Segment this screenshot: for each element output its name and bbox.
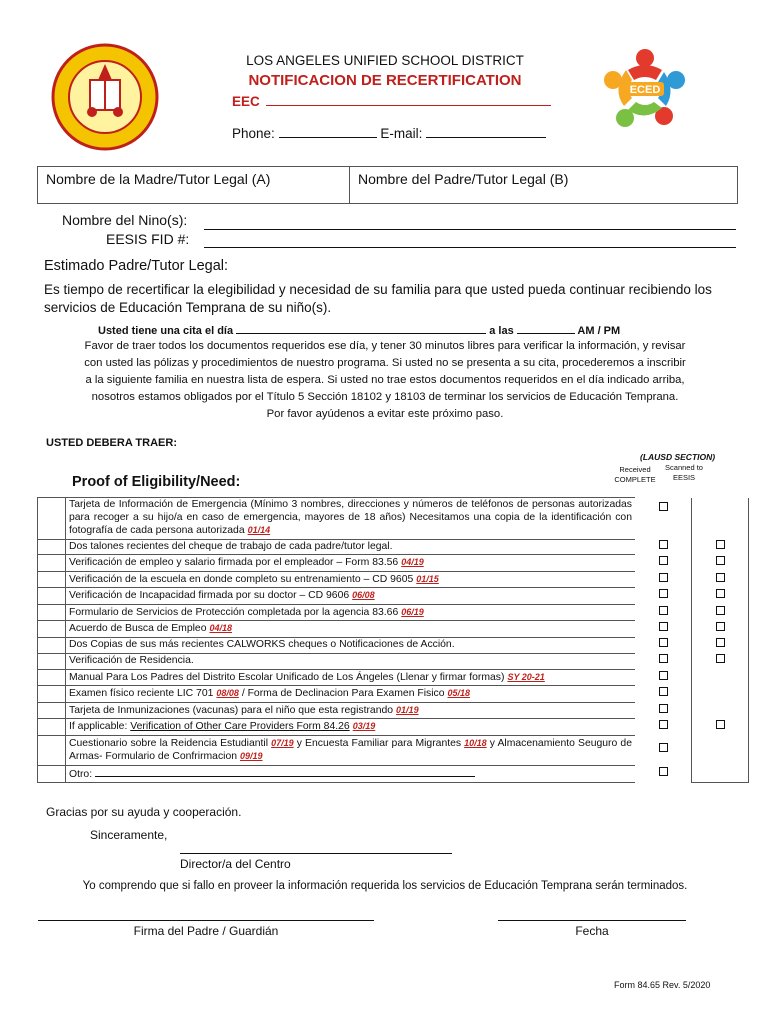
understand-text: Yo comprendo que si fallo en proveer la información requerida los servicios de Educación Temprana serán terminados.	[82, 880, 688, 892]
table-row	[38, 765, 749, 783]
received-column-header: Received COMPLETE	[614, 465, 656, 484]
item-date: 07/19	[271, 737, 294, 748]
director-signature-line[interactable]	[180, 853, 452, 854]
received-checkbox[interactable]	[659, 556, 668, 565]
scanned-checkbox[interactable]	[716, 654, 725, 663]
scanned-checkbox[interactable]	[716, 638, 725, 647]
parent-signature-label: Firma del Padre / Guardián	[133, 924, 279, 938]
page-title: NOTIFICACION DE RECERTIFICATION	[248, 72, 522, 89]
parent-names-box	[37, 166, 738, 204]
table-row	[38, 719, 749, 736]
mother-label: Nombre de la Madre/Tutor Legal (A)	[46, 171, 271, 187]
other-input[interactable]	[95, 767, 475, 777]
scanned-checkbox[interactable]	[716, 540, 725, 549]
table-row	[38, 637, 749, 653]
item-date-2: 10/18	[464, 737, 487, 748]
appointment-time-input[interactable]	[517, 323, 575, 334]
proof-title: Proof of Eligibility/Need:	[72, 474, 241, 490]
item-date: 06/19	[401, 606, 424, 617]
instructions-paragraph	[30, 338, 740, 423]
item-checkbox[interactable]	[38, 555, 66, 572]
item-checkbox[interactable]	[38, 653, 66, 669]
item-date-2: 05/18	[447, 688, 471, 698]
scanned-column-header: Scanned to EESIS	[665, 463, 703, 482]
lausd-section-label: (LAUSD SECTION)	[640, 452, 716, 462]
instructions-line: con usted las pólizas y procedimientos de nuestro programa. Si usted no se presenta a su cita, procederemos a inscribir	[84, 357, 686, 369]
email-label: E-mail:	[380, 126, 423, 141]
appointment-prefix: Usted tiene una cita el día	[98, 325, 234, 337]
item-date: 04/18	[209, 623, 233, 633]
item-text-3: y Almacenamiento Seuguro de Armas- Formulario de Confrirmacion	[69, 737, 632, 762]
item-text: Dos Copias de sus más recientes CALWORKS cheques o Notificaciones de Acción.	[69, 638, 455, 650]
item-text: Verificación de Residencia.	[69, 654, 194, 666]
table-row	[38, 669, 749, 686]
scanned-checkbox[interactable]	[716, 589, 725, 598]
phone-input[interactable]	[279, 125, 377, 138]
thanks-text: Gracias por su ayuda y cooperación.	[46, 805, 242, 819]
eesis-label: EESIS FID #:	[106, 231, 190, 247]
appointment-date-input[interactable]	[236, 323, 486, 334]
received-checkbox[interactable]	[659, 704, 668, 713]
item-checkbox[interactable]	[38, 735, 66, 765]
item-checkbox[interactable]	[38, 498, 66, 540]
table-row	[38, 555, 749, 572]
director-label: Director/a del Centro	[180, 857, 291, 871]
phone-label: Phone:	[232, 126, 275, 141]
received-checkbox[interactable]	[659, 589, 668, 598]
item-text: Verificación de empleo y salario firmada por el empleador – Form 83.56	[69, 557, 399, 568]
item-link[interactable]: Verification of Other Care Providers Form 84.26	[130, 721, 350, 732]
table-row	[38, 588, 749, 605]
eec-label: EEC	[232, 94, 260, 109]
received-checkbox[interactable]	[659, 720, 668, 729]
received-checkbox[interactable]	[659, 638, 668, 647]
item-text: Verificación de la escuela en donde completo su entrenamiento – CD 9605	[69, 573, 414, 585]
received-checkbox[interactable]	[659, 606, 668, 615]
item-checkbox[interactable]	[38, 571, 66, 588]
item-checkbox[interactable]	[38, 604, 66, 621]
instructions-line: nosotros estamos obligados por el Título 5 Sección 18102 y 18103 de terminar los servicios de Educación Temprana.	[91, 391, 679, 403]
received-checkbox[interactable]	[659, 671, 668, 680]
item-text: Dos talones recientes del cheque de trabajo de cada padre/tutor legal.	[69, 540, 393, 552]
scanned-checkbox[interactable]	[716, 622, 725, 631]
received-checkbox[interactable]	[659, 687, 668, 696]
item-checkbox[interactable]	[38, 637, 66, 653]
greeting: Estimado Padre/Tutor Legal:	[44, 258, 229, 274]
item-date: 01/15	[416, 573, 439, 584]
received-checkbox[interactable]	[659, 540, 668, 549]
mother-guardian-field[interactable]	[38, 167, 350, 203]
table-row	[38, 686, 749, 703]
table-row	[38, 702, 749, 719]
item-checkbox[interactable]	[38, 669, 66, 686]
item-text: Tarjeta de Inmunizaciones (vacunas) para el niño que esta registrando	[69, 704, 394, 716]
table-row	[38, 539, 749, 555]
item-date-3: 09/19	[240, 751, 263, 761]
date-signature-line[interactable]	[498, 920, 686, 921]
item-text: If applicable:	[69, 721, 128, 732]
received-checkbox[interactable]	[659, 654, 668, 663]
item-date: 01/14	[247, 525, 271, 535]
sincerely-text: Sinceramente,	[90, 828, 168, 842]
appointment-ampm: AM / PM	[577, 325, 621, 337]
father-guardian-field[interactable]	[350, 167, 576, 203]
item-text: Formulario de Servicios de Protección completada por la agencia 83.66	[69, 606, 399, 618]
received-checkbox[interactable]	[659, 767, 668, 776]
table-row	[38, 653, 749, 669]
eced-logo	[598, 40, 693, 135]
scanned-checkbox[interactable]	[716, 720, 725, 729]
child-name-label: Nombre del Nino(s):	[62, 212, 188, 228]
table-row	[38, 604, 749, 621]
appointment-at: a las	[489, 325, 514, 337]
item-text: Manual Para Los Padres del Distrito Escolar Unificado de Los Ángeles (Llenar y firmar formas)	[69, 671, 505, 683]
must-bring-heading: USTED DEBERA TRAER:	[46, 437, 177, 449]
table-row	[38, 571, 749, 588]
email-input[interactable]	[426, 125, 546, 138]
item-text: Acuerdo de Busca de Empleo	[69, 623, 207, 634]
parent-signature-line[interactable]	[38, 920, 374, 921]
item-date: 06/08	[352, 590, 375, 600]
instructions-line: Favor de traer todos los documentos requeridos ese día, y tener 30 minutos libres para verificar la información, y revisar	[84, 340, 686, 352]
item-date: 08/08	[216, 688, 239, 698]
scanned-checkbox[interactable]	[716, 556, 725, 565]
item-checkbox[interactable]	[38, 719, 66, 736]
table-row	[38, 621, 749, 638]
eec-field[interactable]	[232, 93, 551, 109]
item-text-2: y Encuesta Familiar para Migrantes	[296, 737, 462, 749]
child-name-input[interactable]	[204, 228, 736, 230]
received-checkbox[interactable]	[659, 502, 668, 511]
form-number: Form 84.65 Rev. 5/2020	[614, 980, 711, 990]
scanned-checkbox[interactable]	[716, 573, 725, 582]
father-label: Nombre del Padre/Tutor Legal (B)	[358, 171, 569, 187]
eced-logo-text: ECED	[629, 84, 661, 96]
item-text: Tarjeta de Información de Emergencia (Mínimo 3 nombres, direcciones y números de teléfonos de personas autorizadas para recoger a su hijo/a en caso de emergencia, mayores de 18 años) Necesitamos una copia de la identificación con fotografía de cada persona autorizada	[69, 499, 632, 536]
item-checkbox[interactable]	[38, 686, 66, 703]
contact-fields	[232, 125, 546, 141]
proof-checklist	[37, 497, 749, 783]
eesis-input[interactable]	[204, 246, 736, 248]
table-row	[38, 498, 749, 540]
instructions-line: Por favor ayúdenos a evitar este próximo paso.	[266, 408, 504, 420]
received-checkbox[interactable]	[659, 743, 668, 752]
scanned-checkbox[interactable]	[716, 606, 725, 615]
item-date: SY 20-21	[507, 671, 545, 682]
received-checkbox[interactable]	[659, 622, 668, 631]
item-text: Examen físico reciente LIC 701	[69, 688, 214, 699]
item-date: 04/19	[401, 557, 424, 567]
item-date: 01/19	[396, 704, 419, 715]
item-checkbox[interactable]	[38, 702, 66, 719]
district-name: LOS ANGELES UNIFIED SCHOOL DISTRICT	[246, 53, 524, 68]
item-checkbox[interactable]	[38, 765, 66, 783]
date-label: Fecha	[575, 924, 609, 938]
item-checkbox[interactable]	[38, 539, 66, 555]
item-text-2: / Forma de Declinacion Para Examen Fisico	[241, 688, 445, 699]
instructions-line: a la siguiente familia en nuestra lista de espera. Si usted no trae estos documentos requeridos en el día indicado arriba,	[85, 374, 685, 386]
item-checkbox[interactable]	[38, 588, 66, 605]
table-row	[38, 735, 749, 765]
intro-paragraph: Es tiempo de recertificar la elegibilidad y necesidad de su familia para que usted pueda continuar recibiendo los servicios de Educación Temprana de su niño(s).	[44, 282, 712, 315]
lausd-seal-logo	[50, 42, 160, 152]
item-text: Otro:	[69, 768, 93, 780]
item-checkbox[interactable]	[38, 621, 66, 638]
received-checkbox[interactable]	[659, 573, 668, 582]
item-text: Verificación de Incapacidad firmada por su doctor – CD 9606	[69, 590, 350, 601]
item-date: 03/19	[352, 721, 376, 731]
item-text: Cuestionario sobre la Reidencia Estudiantil	[69, 737, 269, 749]
